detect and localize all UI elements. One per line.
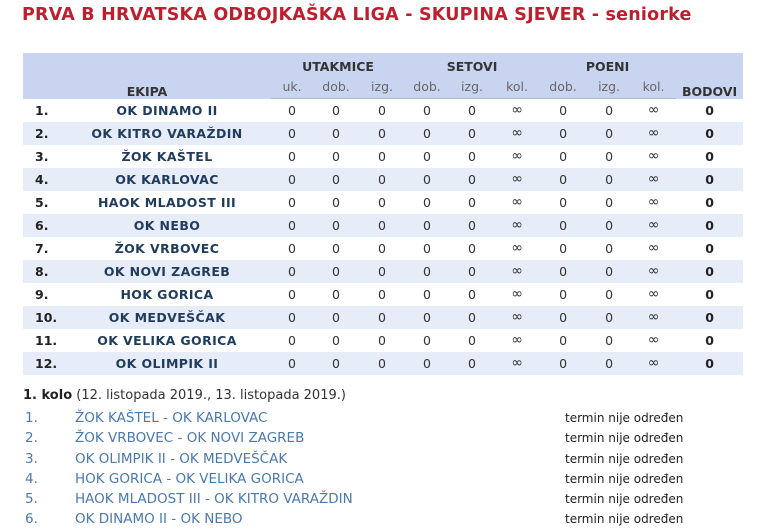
stat-cell: 0 — [332, 148, 340, 164]
match-item — [23, 408, 743, 428]
subheader-cell: kol. — [631, 74, 676, 99]
match-link[interactable]: HAOK MLADOST III - OK KITRO VARAŽDIN — [75, 491, 353, 508]
header-standing-points: BODOVI — [676, 53, 743, 99]
stat-cell: 0 — [288, 217, 296, 233]
stat-cell: 0 — [559, 355, 568, 371]
stat-cell: ∞ — [647, 125, 660, 141]
stat-cell: 0 — [378, 102, 386, 118]
stat-cell: ∞ — [647, 217, 660, 233]
stat-cell: 0 — [332, 332, 340, 348]
match-item — [23, 509, 743, 529]
round-schedule — [23, 388, 743, 530]
stat-cell: 0 — [605, 309, 614, 325]
stat-cell: 0 — [332, 355, 340, 371]
stat-cell: 0 — [423, 263, 431, 279]
stat-cell: 0 — [559, 171, 568, 187]
table-row — [23, 329, 743, 352]
position-cell: 3. — [35, 148, 49, 164]
stat-cell: 0 — [423, 171, 431, 187]
position-cell: 4. — [35, 171, 49, 187]
team-name: HOK GORICA — [120, 286, 214, 302]
points-cell: 0 — [705, 286, 714, 302]
stat-cell: 0 — [288, 240, 296, 256]
position-cell: 12. — [35, 355, 58, 371]
stat-cell: ∞ — [647, 263, 660, 279]
team-name: HAOK MLADOST III — [97, 194, 237, 210]
stat-cell: 0 — [288, 125, 296, 141]
stat-cell: ∞ — [511, 102, 523, 119]
match-number: 6. — [25, 511, 38, 528]
stat-cell: 0 — [423, 355, 431, 371]
position-cell: 5. — [35, 194, 49, 210]
stat-cell: ∞ — [511, 355, 523, 371]
team-name: OK NEBO — [133, 217, 201, 233]
table-row — [23, 145, 743, 168]
team-name: OK KARLOVAC — [115, 171, 219, 187]
points-cell: 0 — [705, 355, 714, 371]
stat-cell: 0 — [559, 332, 568, 348]
table-row — [23, 352, 743, 375]
match-list — [23, 408, 743, 530]
points-cell: 0 — [705, 240, 714, 256]
stat-cell: ∞ — [511, 332, 523, 348]
team-name: ŽOK VRBOVEC — [114, 240, 220, 256]
stat-cell: ∞ — [647, 309, 660, 325]
team-name: OK MEDVEŠČAK — [108, 309, 226, 325]
stat-cell: ∞ — [511, 263, 523, 279]
stat-cell: ∞ — [511, 217, 523, 233]
round-header — [23, 388, 743, 408]
points-cell: 0 — [705, 217, 714, 233]
match-item — [23, 469, 743, 489]
stat-cell: 0 — [288, 102, 296, 118]
stat-cell: 0 — [468, 355, 476, 371]
subheader-cell: uk. — [271, 74, 313, 99]
stat-cell: 0 — [332, 240, 340, 256]
match-status: termin nije određen — [565, 451, 684, 466]
stat-cell: 0 — [605, 171, 614, 187]
position-cell: 2. — [35, 125, 49, 141]
stat-cell: 0 — [468, 263, 476, 279]
stat-cell: ∞ — [511, 171, 523, 187]
match-link[interactable]: HOK GORICA - OK VELIKA GORICA — [75, 470, 304, 487]
stat-cell: 0 — [378, 355, 386, 371]
stat-cell: 0 — [378, 263, 386, 279]
stat-cell: 0 — [288, 148, 296, 164]
stat-cell: 0 — [288, 286, 296, 302]
points-cell: 0 — [705, 148, 714, 164]
stat-cell: 0 — [559, 125, 568, 141]
stat-cell: 0 — [605, 332, 614, 348]
stat-cell: ∞ — [647, 286, 660, 302]
match-status: termin nije određen — [565, 411, 684, 425]
match-status: termin nije određen — [565, 512, 684, 527]
header-matches: UTAKMICE — [271, 53, 405, 74]
stat-cell: 0 — [559, 286, 568, 302]
subheader-cell: dob. — [405, 74, 449, 99]
position-cell: 10. — [35, 309, 58, 325]
stat-cell: 0 — [468, 102, 476, 118]
subheader-cell: izg. — [449, 74, 495, 99]
match-number: 3. — [25, 450, 38, 467]
match-item — [23, 428, 743, 448]
table-row — [23, 260, 743, 283]
stat-cell: 0 — [605, 194, 614, 210]
stat-cell: 0 — [378, 194, 386, 210]
stat-cell: 0 — [605, 263, 614, 279]
position-cell: 7. — [35, 240, 49, 256]
team-name: OK NOVI ZAGREB — [103, 263, 231, 279]
table-row — [23, 122, 743, 145]
team-name: OK VELIKA GORICA — [97, 332, 237, 348]
stat-cell: ∞ — [647, 355, 660, 371]
stat-cell: ∞ — [647, 171, 660, 187]
subheader-cell: izg. — [359, 74, 405, 99]
stat-cell: 0 — [288, 309, 296, 325]
stat-cell: 0 — [559, 217, 568, 233]
position-cell: 6. — [35, 217, 49, 233]
stat-cell: 0 — [559, 263, 568, 279]
stat-cell: 0 — [468, 286, 476, 302]
match-link[interactable]: ŽOK VRBOVEC - OK NOVI ZAGREB — [75, 430, 305, 447]
points-cell: 0 — [705, 263, 714, 279]
stat-cell: 0 — [332, 125, 340, 141]
stat-cell: ∞ — [511, 309, 523, 325]
points-cell: 0 — [705, 125, 714, 141]
match-link[interactable]: ŽOK KAŠTEL - OK KARLOVAC — [75, 410, 268, 426]
stat-cell: 0 — [288, 355, 296, 371]
stat-cell: ∞ — [511, 194, 523, 210]
stat-cell: 0 — [423, 309, 431, 325]
table-row — [23, 237, 743, 260]
stat-cell: 0 — [378, 286, 386, 302]
stat-cell: 0 — [468, 309, 476, 325]
points-cell: 0 — [705, 194, 714, 210]
team-name: OK DINAMO II — [116, 102, 218, 118]
stat-cell: 0 — [559, 148, 568, 164]
stat-cell: 0 — [423, 194, 431, 210]
stat-cell: 0 — [559, 102, 568, 118]
stat-cell: 0 — [559, 240, 568, 256]
stat-cell: 0 — [468, 125, 476, 141]
stat-cell: 0 — [288, 332, 296, 348]
stat-cell: 0 — [332, 286, 340, 302]
stat-cell: 0 — [605, 217, 614, 233]
table-row — [23, 191, 743, 214]
stat-cell: ∞ — [511, 286, 523, 302]
subheader-cell: dob. — [313, 74, 359, 99]
table-row — [23, 168, 743, 191]
stat-cell: 0 — [605, 355, 614, 371]
table-row — [23, 283, 743, 306]
stat-cell: 0 — [423, 102, 431, 118]
stat-cell: 0 — [332, 171, 340, 187]
stat-cell: 0 — [468, 171, 476, 187]
match-number: 1. — [25, 410, 38, 426]
stat-cell: 0 — [288, 194, 296, 210]
stat-cell: 0 — [423, 217, 431, 233]
stat-cell: 0 — [423, 240, 431, 256]
stat-cell: 0 — [378, 217, 386, 233]
team-name: ŽOK KAŠTEL — [121, 148, 213, 164]
header-team: EKIPA — [23, 53, 271, 99]
table-row — [23, 99, 743, 122]
team-name: OK KITRO VARAŽDIN — [91, 125, 243, 141]
stat-cell: 0 — [332, 309, 340, 325]
stat-cell: 0 — [559, 309, 568, 325]
match-status: termin nije određen — [565, 492, 684, 507]
stat-cell: ∞ — [511, 125, 523, 141]
stat-cell: 0 — [332, 194, 340, 210]
stat-cell: 0 — [605, 125, 614, 141]
points-cell: 0 — [705, 171, 714, 187]
position-cell: 9. — [35, 286, 49, 302]
stat-cell: 0 — [559, 194, 568, 210]
stat-cell: 0 — [378, 148, 386, 164]
match-number: 5. — [25, 491, 38, 508]
stat-cell: ∞ — [647, 332, 660, 348]
stat-cell: 0 — [378, 332, 386, 348]
stat-cell: ∞ — [511, 240, 523, 256]
match-item — [23, 449, 743, 469]
position-cell: 1. — [35, 102, 49, 118]
match-number: 4. — [25, 470, 38, 487]
standings-table — [23, 53, 743, 375]
match-item — [23, 489, 743, 509]
stat-cell: 0 — [605, 102, 614, 118]
stat-cell: 0 — [605, 240, 614, 256]
position-cell: 11. — [35, 332, 58, 348]
round-title: 1. kolo — [23, 388, 73, 403]
stat-cell: 0 — [288, 263, 296, 279]
points-cell: 0 — [705, 309, 714, 325]
stat-cell: 0 — [378, 125, 386, 141]
position-cell: 8. — [35, 263, 49, 279]
stat-cell: ∞ — [511, 148, 523, 164]
round-dates: (12. listopada 2019., 13. listopada 2019.) — [76, 388, 346, 403]
stat-cell: ∞ — [647, 148, 660, 164]
header-sets: SETOVI — [405, 53, 539, 74]
stat-cell: 0 — [332, 102, 340, 118]
match-link[interactable]: OK OLIMPIK II - OK MEDVEŠČAK — [75, 450, 288, 467]
stat-cell: ∞ — [647, 240, 660, 256]
stat-cell: 0 — [468, 148, 476, 164]
stat-cell: 0 — [288, 171, 296, 187]
points-cell: 0 — [705, 332, 714, 348]
match-link[interactable]: OK DINAMO II - OK NEBO — [75, 511, 243, 528]
stat-cell: 0 — [332, 217, 340, 233]
match-number: 2. — [25, 430, 38, 447]
stat-cell: 0 — [423, 286, 431, 302]
table-row — [23, 306, 743, 329]
stat-cell: 0 — [605, 148, 614, 164]
stat-cell: 0 — [468, 332, 476, 348]
stat-cell: 0 — [468, 217, 476, 233]
subheader-cell: izg. — [587, 74, 631, 99]
points-cell: 0 — [705, 102, 714, 118]
stat-cell: ∞ — [647, 102, 660, 119]
subheader-cell: dob. — [539, 74, 587, 99]
table-row — [23, 214, 743, 237]
stat-cell: ∞ — [647, 194, 660, 210]
match-status: termin nije određen — [565, 431, 684, 446]
stat-cell: 0 — [378, 171, 386, 187]
team-name: OK OLIMPIK II — [115, 355, 219, 371]
stat-cell: 0 — [332, 263, 340, 279]
header-points: POENI — [539, 53, 676, 74]
subheader-cell: kol. — [495, 74, 539, 99]
stat-cell: 0 — [468, 194, 476, 210]
stat-cell: 0 — [423, 332, 431, 348]
match-status: termin nije određen — [565, 471, 684, 486]
stat-cell: 0 — [378, 309, 386, 325]
page-title: PRVA B HRVATSKA ODBOJKAŠKA LIGA - SKUPINA SJEVER - seniorke — [22, 5, 692, 25]
stat-cell: 0 — [605, 286, 614, 302]
stat-cell: 0 — [468, 240, 476, 256]
stat-cell: 0 — [423, 148, 431, 164]
stat-cell: 0 — [423, 125, 431, 141]
stat-cell: 0 — [378, 240, 386, 256]
